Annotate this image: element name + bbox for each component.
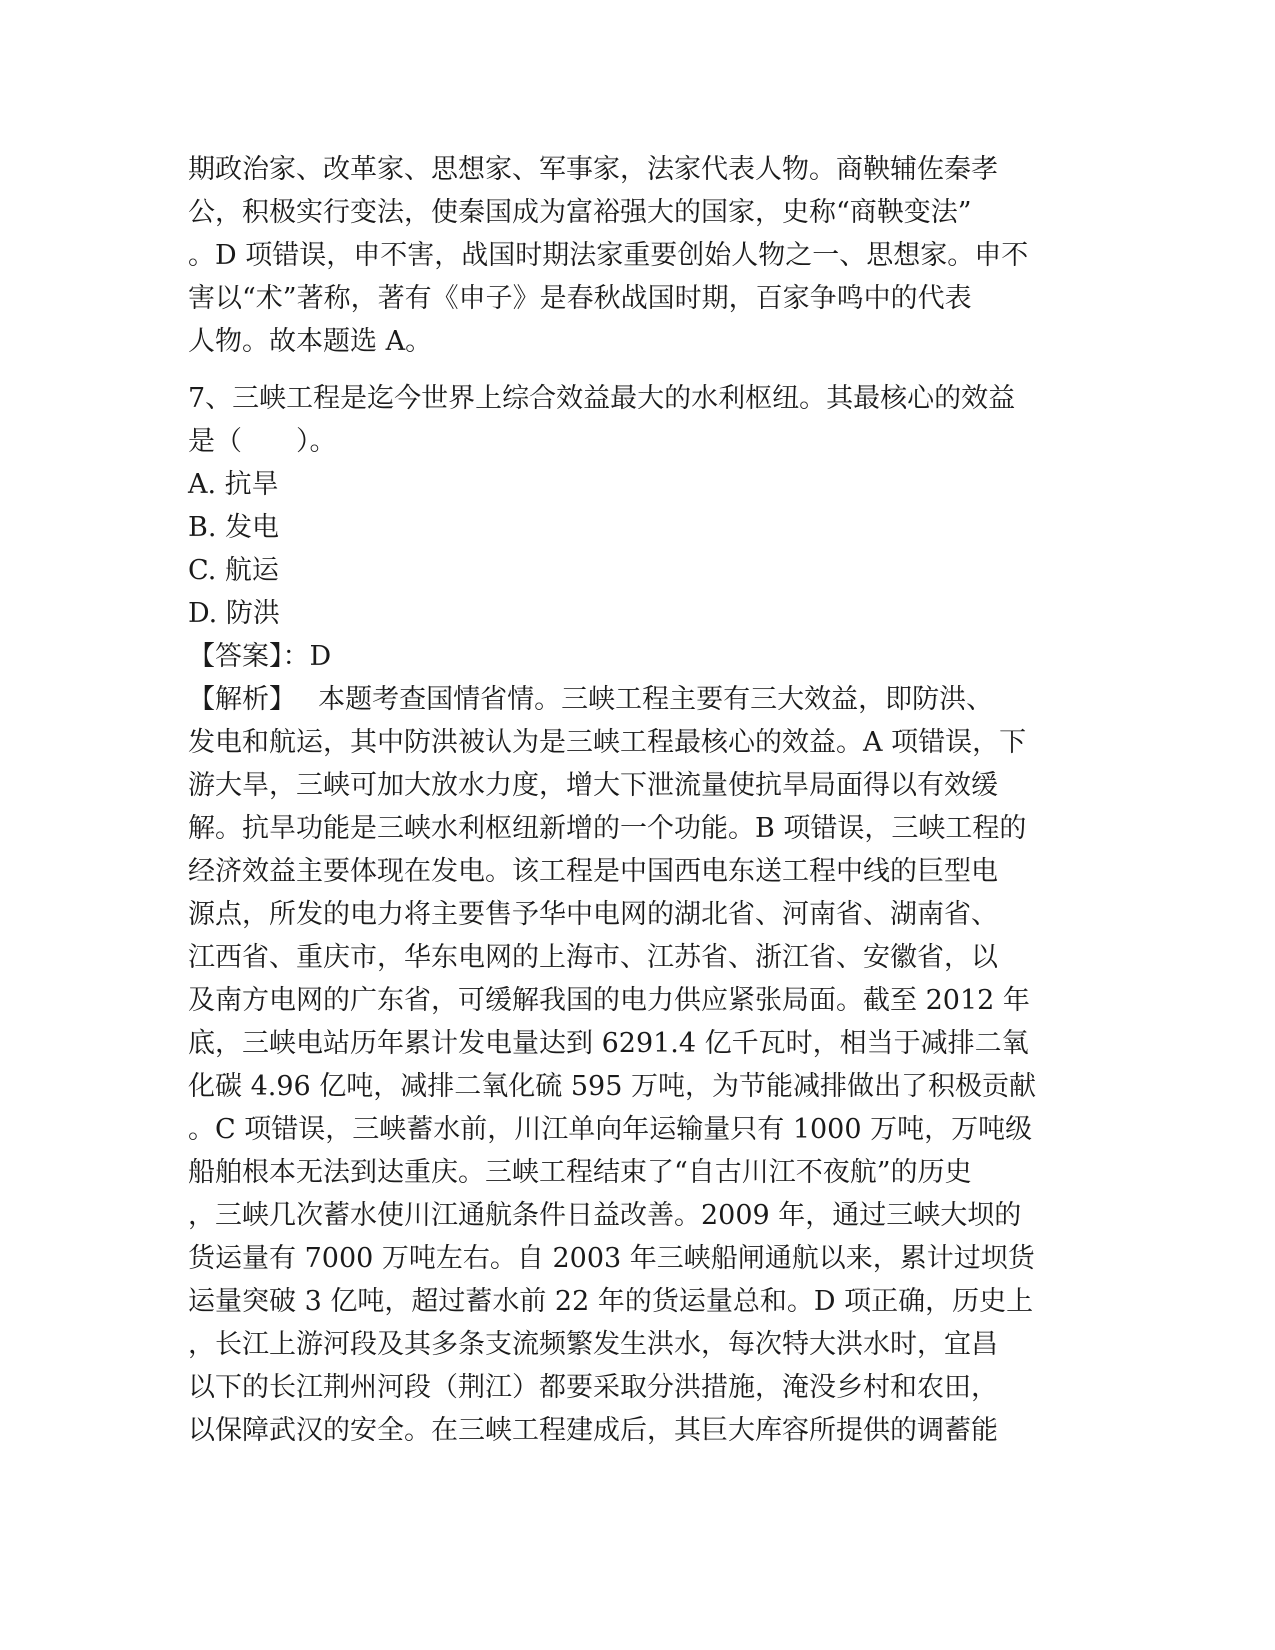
analysis-line: 。C 项错误，三峡蓄水前，川江单向年运输量只有 1000 万吨，万吨级 <box>188 1114 1033 1145</box>
analysis-line: 及南方电网的广东省，可缓解我国的电力供应紧张局面。截至 2012 年 <box>188 985 1030 1016</box>
analysis-line: 。D 项错误，申不害，战国时期法家重要创始人物之一、思想家。申不 <box>188 240 1029 271</box>
analysis-line: 以保障武汉的安全。在三峡工程建成后，其巨大库容所提供的调蓄能 <box>188 1415 998 1446</box>
analysis-line: 期政治家、改革家、思想家、军事家，法家代表人物。商鞅辅佐秦孝 <box>188 154 998 185</box>
analysis-line: 底，三峡电站历年累计发电量达到 6291.4 亿千瓦时，相当于减排二氧 <box>188 1028 1029 1059</box>
analysis-line: 公，积极实行变法，使秦国成为富裕强大的国家，史称“商鞅变法” <box>188 197 972 228</box>
analysis-line: ，三峡几次蓄水使川江通航条件日益改善。2009 年，通过三峡大坝的 <box>188 1200 1022 1231</box>
analysis-line: 货运量有 7000 万吨左右。自 2003 年三峡船闸通航以来，累计过坝货 <box>188 1243 1035 1274</box>
analysis-line: 源点，所发的电力将主要售予华中电网的湖北省、河南省、湖南省、 <box>188 899 998 930</box>
analysis-line: 【解析】 本题考查国情省情。三峡工程主要有三大效益，即防洪、 <box>188 684 994 715</box>
analysis-line: 经济效益主要体现在发电。该工程是中国西电东送工程中线的巨型电 <box>188 856 998 887</box>
analysis-line: 人物。故本题选 A。 <box>188 326 433 357</box>
analysis-line: 发电和航运，其中防洪被认为是三峡工程最核心的效益。A 项错误，下 <box>188 727 1027 758</box>
option-a: A. 抗旱 <box>188 469 279 500</box>
analysis-line: 解。抗旱功能是三峡水利枢纽新增的一个功能。B 项错误，三峡工程的 <box>188 813 1027 844</box>
analysis-line: 船舶根本无法到达重庆。三峡工程结束了“自古川江不夜航”的历史 <box>188 1157 972 1188</box>
option-c: C. 航运 <box>188 555 279 586</box>
analysis-line: 化碳 4.96 亿吨，减排二氧化硫 595 万吨，为节能减排做出了积极贡献 <box>188 1071 1036 1102</box>
option-d: D. 防洪 <box>188 598 280 629</box>
page-content <box>188 148 1088 1452</box>
analysis-line: ，长江上游河段及其多条支流频繁发生洪水，每次特大洪水时，宜昌 <box>188 1329 998 1360</box>
analysis-line: 江西省、重庆市，华东电网的上海市、江苏省、浙江省、安徽省，以 <box>188 942 998 973</box>
analysis-line: 游大旱，三峡可加大放水力度，增大下泄流量使抗旱局面得以有效缓 <box>188 770 998 801</box>
analysis-line: 以下的长江荆州河段（荆江）都要采取分洪措施，淹没乡村和农田， <box>188 1372 998 1403</box>
question-7 <box>188 377 1088 1452</box>
option-b: B. 发电 <box>188 512 280 543</box>
question-stem: 7、三峡工程是迄今世界上综合效益最大的水利枢纽。其最核心的效益 <box>188 383 1016 414</box>
previous-analysis <box>188 148 1088 363</box>
section-gap <box>188 363 1088 377</box>
answer-label: 【答案】：D <box>188 641 332 672</box>
question-stem: 是（ ）。 <box>188 426 337 457</box>
analysis-line: 害以“术”著称，著有《申子》是春秋战国时期，百家争鸣中的代表 <box>188 283 972 314</box>
analysis-line: 运量突破 3 亿吨，超过蓄水前 22 年的货运量总和。D 项正确，历史上 <box>188 1286 1034 1317</box>
